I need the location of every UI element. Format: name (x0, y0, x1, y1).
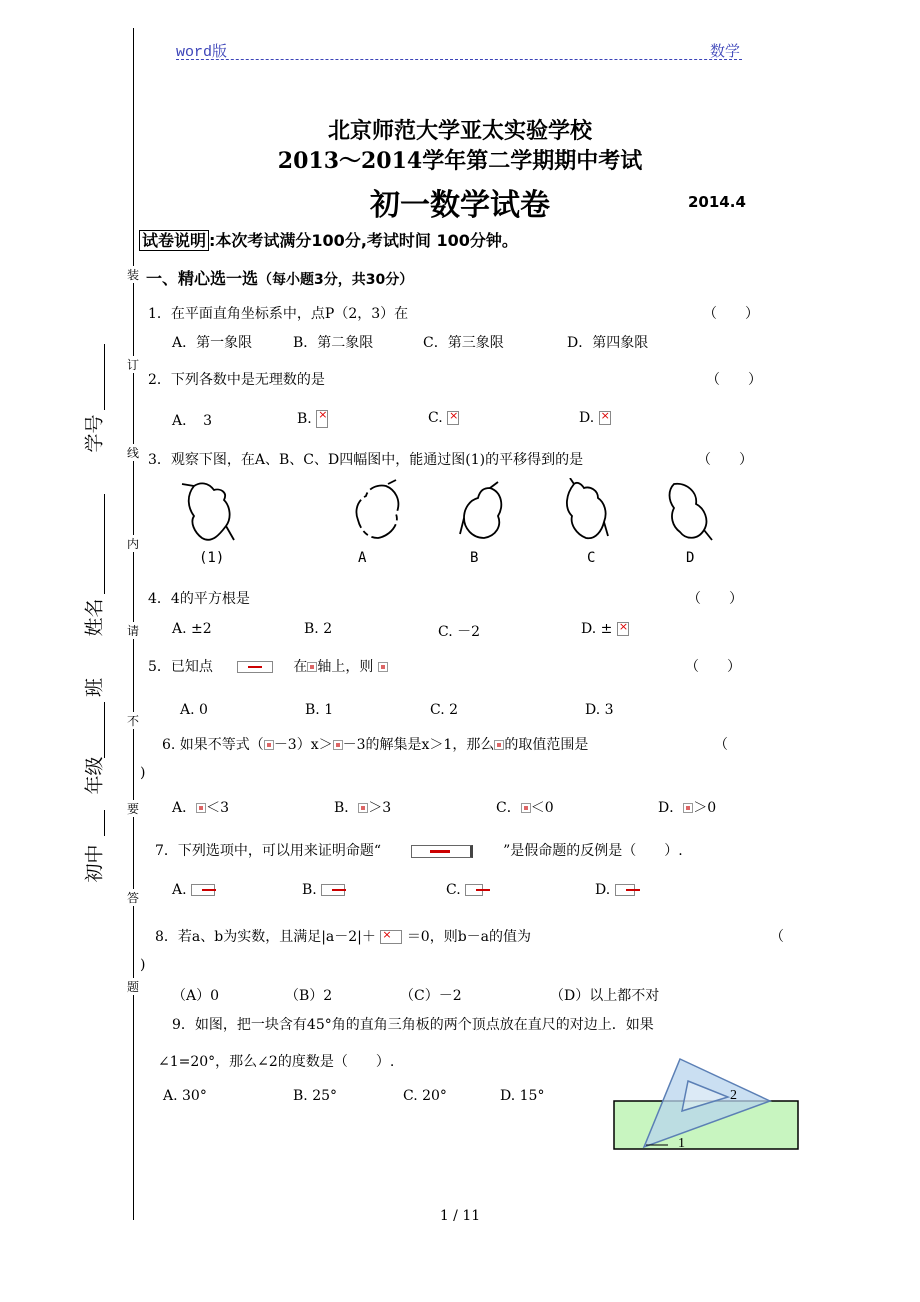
q5-stem-mid2: 轴上，则 (317, 659, 374, 675)
page-number: 1 / 11 (439, 1208, 481, 1224)
q2-paren: （ ） (706, 372, 762, 388)
q6-option-a-text: ＜3 (206, 800, 230, 816)
q6-option-a (172, 797, 229, 817)
q6-option-c-text: ＜0 (530, 800, 554, 816)
q1-stem: 1．在平面直角坐标系中，点P（2，3）在 (148, 306, 409, 322)
q4-stem: 4．4的平方根是 (148, 591, 250, 607)
margin-char: 题 (126, 980, 139, 994)
q5-option-b: B. 1 (305, 702, 334, 718)
q6-stem-1: 6. 如果不等式（ (162, 737, 264, 753)
q6-stem-4: 的取值范围是 (504, 737, 589, 753)
q9-option-a: A. 30° (163, 1088, 207, 1104)
formula-image-icon (494, 740, 504, 750)
q6-option-c-label: C． (496, 800, 521, 816)
title-school: 北京师范大学亚太实验学校 (327, 118, 592, 144)
broken-image-icon (617, 622, 629, 636)
q7-stem-2: ”是假命题的反例是（ ）. (503, 843, 683, 859)
formula-image-icon (411, 845, 473, 858)
q4-option-d-label: D. ± (581, 621, 613, 637)
q7-option-c (446, 882, 483, 898)
broken-image-icon (447, 411, 459, 425)
formula-image-icon (264, 740, 274, 750)
q5-option-a: A. 0 (180, 702, 208, 718)
q5-stem-text: 5．已知点 (148, 659, 213, 675)
broken-image-icon (599, 411, 611, 425)
q8-option-b: （B）2 (285, 988, 333, 1004)
section-title (146, 266, 413, 289)
margin-char: 要 (126, 802, 139, 816)
formula-image-icon (196, 803, 206, 813)
q3-paren: （ ） (697, 452, 753, 468)
formula-image-icon (378, 662, 388, 672)
q7-option-d (595, 882, 635, 898)
q8-stem-1: 8．若a、b为实数，且满足|a－2|＋ (155, 929, 376, 945)
formula-image-icon (358, 803, 368, 813)
formula-image-icon (465, 884, 483, 896)
q6-option-b (334, 797, 391, 817)
formula-image-icon (307, 662, 317, 672)
angle-label-1: 1 (678, 1136, 685, 1151)
q7-option-d-label: D. (595, 882, 611, 898)
q9-option-b: B. 25° (293, 1088, 338, 1104)
formula-image-icon (237, 661, 273, 673)
q1-paren: （ ） (703, 306, 759, 322)
name-label: 姓名 (83, 598, 106, 637)
q1-option-c: C．第三象限 (423, 335, 504, 351)
q9-option-c: C. 20° (403, 1088, 447, 1104)
q4-option-c: C. －2 (438, 624, 481, 640)
student-id-label: 学号 (83, 414, 106, 453)
q6-option-b-text: ＞3 (368, 800, 392, 816)
q7-option-b-label: B. (302, 882, 317, 898)
header-left-text: word版 (176, 44, 228, 61)
leaf-figure-b (460, 482, 501, 538)
q6-option-b-label: B． (334, 800, 359, 816)
formula-image-icon (615, 884, 635, 896)
q3-label-b: B (470, 550, 479, 566)
leaf-figure-1 (182, 483, 234, 540)
grade-label: 年级 (83, 756, 106, 795)
side-underline (104, 702, 105, 758)
q6-option-d (658, 797, 716, 817)
q6-option-d-text: ＞0 (693, 800, 717, 816)
q3-label-1: (1) (199, 550, 225, 566)
q6-stem-3: －3的解集是x＞1，那么 (342, 737, 495, 753)
q5-stem-mid: 在 (293, 659, 308, 675)
q6-option-d-label: D． (658, 800, 684, 816)
q7-option-a-label: A. (172, 882, 187, 898)
q8-stem (155, 926, 531, 946)
q4-option-b: B. 2 (304, 621, 333, 637)
q7-stem (155, 840, 683, 860)
q9-ruler-triangle-figure (610, 1055, 802, 1155)
q7-stem-1: 7．下列选项中，可以用来证明命题“ (155, 843, 382, 859)
side-underline (104, 494, 105, 594)
margin-char: 不 (126, 714, 139, 728)
title-exam: 2013～2014学年第二学期期中考试 (277, 148, 643, 174)
q3-stem: 3．观察下图，在A、B、C、D四幅图中，能通过图(1)的平移得到的是 (148, 452, 584, 468)
school-label: 初中 (83, 844, 106, 883)
q8-option-a: （A）0 (172, 988, 220, 1004)
q2-option-d-label: D. (579, 410, 595, 426)
note-label: 试卷说明 (139, 230, 209, 251)
exam-date: 2014.4 (688, 193, 746, 211)
q2-stem: 2．下列各数中是无理数的是 (148, 372, 325, 388)
q6-paren-close: ) (140, 765, 146, 781)
q2-option-b-label: B. (297, 411, 312, 427)
q6-option-a-label: A． (172, 800, 197, 816)
formula-image-icon (191, 884, 215, 896)
q4-option-d (581, 621, 629, 637)
q6-stem (162, 734, 588, 754)
section-subtitle: （每小题3分，共30分） (258, 272, 414, 288)
side-underline (104, 344, 105, 410)
q9-stem-2: ∠1=20°，那么∠2的度数是（ ）. (158, 1054, 395, 1070)
q5-stem (148, 656, 388, 676)
q9-option-d: D. 15° (500, 1088, 545, 1104)
q1-option-b: B．第二象限 (293, 335, 374, 351)
q1-option-d: D．第四象限 (567, 335, 649, 351)
leaf-figure-c (567, 478, 608, 538)
q8-paren: （ (770, 929, 784, 945)
q3-label-a: A (358, 550, 367, 566)
q8-paren-close: ) (140, 957, 146, 973)
formula-image-icon (321, 884, 345, 896)
margin-char: 答 (126, 891, 139, 905)
formula-image-icon (521, 803, 531, 813)
margin-char: 订 (126, 358, 139, 372)
q3-label-c: C (587, 550, 596, 566)
side-underline (104, 810, 105, 836)
margin-char: 内 (126, 537, 139, 551)
exam-note (139, 228, 518, 251)
q7-option-c-label: C. (446, 882, 461, 898)
formula-image-icon (380, 930, 402, 944)
formula-image-icon (333, 740, 343, 750)
q2-option-c (428, 410, 459, 426)
q2-option-d (579, 410, 611, 426)
q8-option-c: （C）－2 (400, 988, 462, 1004)
angle-label-2: 2 (730, 1088, 737, 1103)
q8-option-d: （D）以上都不对 (550, 988, 660, 1004)
q7-option-a (172, 882, 215, 898)
margin-char: 装 (126, 268, 139, 282)
margin-char: 线 (126, 446, 139, 460)
q4-option-a: A. ±2 (172, 621, 212, 637)
note-text: :本次考试满分100分,考试时间 100分钟。 (209, 231, 518, 250)
leaf-figure-d (670, 484, 713, 540)
q6-stem-2: －3）x＞ (273, 737, 333, 753)
broken-image-icon (316, 410, 328, 428)
q4-paren: （ ） (687, 591, 743, 607)
header-right-text: 数学 (710, 42, 741, 60)
q2-option-c-label: C. (428, 410, 443, 426)
formula-image-icon (683, 803, 693, 813)
class-label: 班 (83, 678, 106, 698)
header-dashed-line (176, 59, 742, 60)
margin-char: 请 (126, 624, 139, 638)
q1-option-a: A．第一象限 (172, 335, 253, 351)
q9-stem: 9．如图，把一块含有45°角的直角三角板的两个顶点放在直尺的对边上．如果 (172, 1017, 654, 1033)
q5-paren: （ ） (685, 659, 741, 675)
q6-paren: （ (714, 737, 728, 753)
q5-option-c: C. 2 (430, 702, 459, 718)
q2-option-a: A． 3 (172, 413, 213, 429)
q6-option-c (496, 797, 554, 817)
title-paper: 初一数学试卷 (370, 188, 550, 223)
leaf-figure-a (356, 480, 398, 538)
q8-stem-2: ＝0，则b－a的值为 (406, 929, 532, 945)
q7-option-b (302, 882, 345, 898)
q3-label-d: D (686, 550, 695, 566)
q5-option-d: D. 3 (585, 702, 614, 718)
section-heading: 一、精心选一选 (146, 269, 259, 288)
q2-option-b (297, 410, 328, 428)
q3-leaf-figures (170, 478, 730, 550)
